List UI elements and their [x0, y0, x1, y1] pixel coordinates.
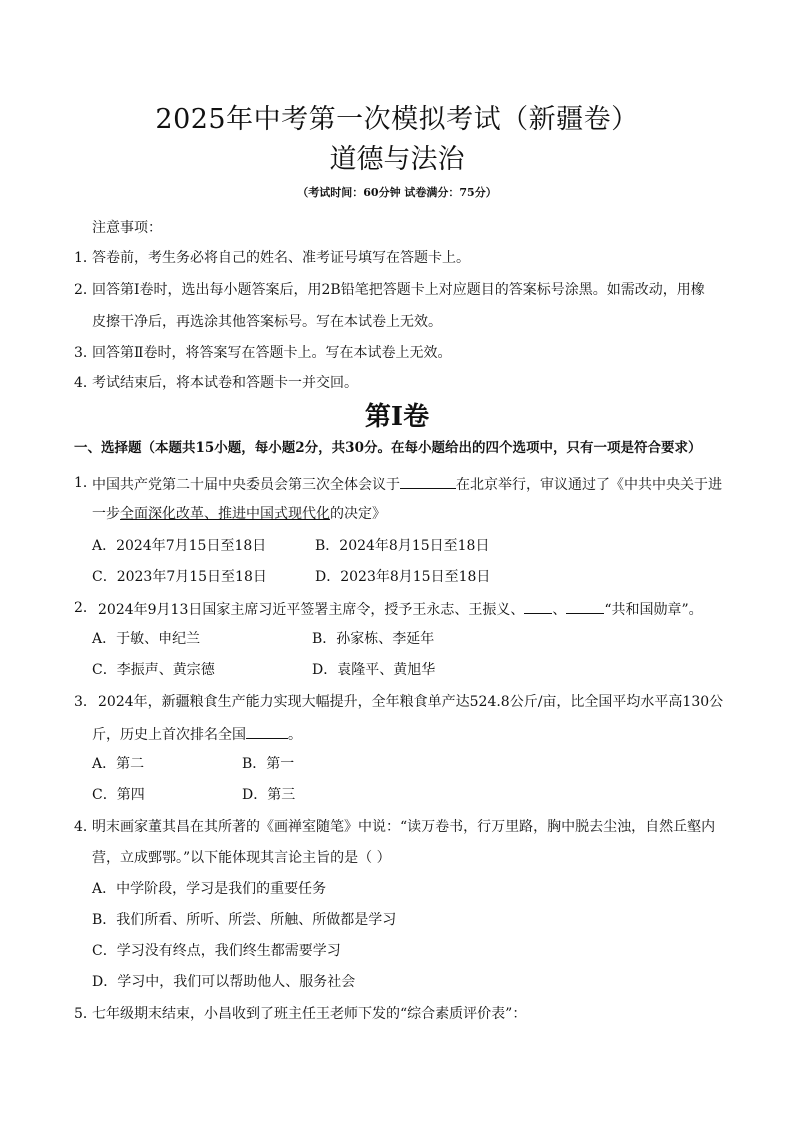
- question-number: 1．: [74, 475, 97, 491]
- option-c: C．李振声、黄宗德: [92, 662, 215, 678]
- option-d: D．袁隆平、黄旭华: [312, 662, 436, 678]
- answer-blank: [566, 598, 604, 614]
- note-number: 2．: [74, 282, 97, 298]
- note-text: 回答第Ⅰ卷时，选出每小题答案后，用2B铅笔把答题卡上对应题目的答案标号涂黑。如需改动，用橡: [92, 282, 705, 298]
- option-a: A．第二: [92, 756, 145, 772]
- question-stem: [98, 598, 703, 620]
- option-c: C．第四: [92, 787, 145, 803]
- question-stem: [92, 473, 722, 495]
- question-number: 3．: [74, 694, 97, 710]
- option-d: D．学习中，我们可以帮助他人、服务社会: [92, 974, 356, 990]
- note-text: 考试结束后，将本试卷和答题卡一并交回。: [92, 375, 358, 391]
- note-number: 3．: [74, 345, 97, 361]
- note-text: 答卷前，考生务必将自己的姓名、准考证号填写在答题卡上。: [92, 250, 470, 266]
- option-c: C．2023年7月15日至18日: [92, 569, 267, 585]
- stem-text: 斤，历史上首次排名全国: [92, 727, 246, 743]
- exam-info: （考试时间：60分钟 试卷满分：75分）: [297, 186, 497, 199]
- question-stem: 七年级期末结束，小昌收到了班主任王老师下发的“综合素质评价表”：: [92, 1006, 527, 1022]
- underlined-text: 全面深化改革、推进中国式现代化: [120, 506, 330, 522]
- stem-text: 的决定》: [330, 506, 386, 522]
- section-intro: 一、选择题（本题共15小题，每小题2分，共30分。在每小题给出的四个选项中，只有一项是符合要求）: [74, 440, 702, 456]
- stem-text: 一步: [92, 506, 120, 522]
- option-a: A．中学阶段，学习是我们的重要任务: [92, 881, 327, 897]
- question-number: 4．: [74, 819, 97, 835]
- stem-text: 中国共产党第二十届中央委员会第三次全体会议于: [92, 477, 400, 493]
- stem-text: 。: [288, 727, 302, 743]
- answer-blank: [400, 473, 456, 489]
- option-b: B．2024年8月15日至18日: [315, 538, 490, 554]
- question-number: 5．: [74, 1006, 97, 1022]
- note-number: 1．: [74, 250, 97, 266]
- option-c: C．学习没有终点，我们终生都需要学习: [92, 943, 341, 959]
- exam-title: 2025年中考第一次模拟考试（新疆卷）: [155, 104, 639, 135]
- question-number: 2．: [74, 600, 97, 616]
- note-text-continued: 皮擦干净后，再选涂其他答案标号。写在本试卷上无效。: [92, 314, 442, 330]
- option-d: D．第三: [242, 787, 296, 803]
- answer-blank: [524, 598, 552, 614]
- option-b: B．孙家栋、李延年: [312, 631, 435, 647]
- question-stem: 2024年，新疆粮食生产能力实现大幅提升，全年粮食单产达524.8公斤/亩，比全国平均水平高130公: [98, 694, 724, 710]
- stem-text: 在北京举行，审议通过了《中共中央关于进: [456, 477, 722, 493]
- question-stem-continued: [92, 723, 302, 745]
- notes-heading: 注意事项：: [92, 220, 162, 236]
- option-a: A．2024年7月15日至18日: [92, 538, 267, 554]
- stem-text: 、: [552, 602, 567, 618]
- option-b: B．第一: [242, 756, 295, 772]
- answer-blank: [246, 723, 288, 739]
- note-number: 4．: [74, 375, 97, 391]
- option-d: D．2023年8月15日至18日: [315, 569, 491, 585]
- section-title: 第Ⅰ卷: [364, 402, 430, 432]
- question-stem-continued: [92, 504, 386, 524]
- option-a: A．于敏、申纪兰: [92, 631, 201, 647]
- question-stem-continued: 营，立成鄄鄂。”以下能体现其言论主旨的是（ ）: [92, 850, 391, 866]
- option-b: B．我们所看、所听、所尝、所触、所做都是学习: [92, 912, 397, 928]
- stem-text: “共和国勋章”。: [604, 602, 703, 618]
- note-text: 回答第Ⅱ卷时，将答案写在答题卡上。写在本试卷上无效。: [92, 345, 452, 361]
- subject-title: 道德与法治: [329, 144, 465, 175]
- stem-text: 2024年9月13日国家主席习近平签署主席令，授予王永志、王振义、: [98, 602, 525, 618]
- question-stem: 明末画家董其昌在其所著的《画禅室随笔》中说：“读万卷书，行万里路，胸中脱去尘浊，自然丘壑内: [92, 819, 716, 835]
